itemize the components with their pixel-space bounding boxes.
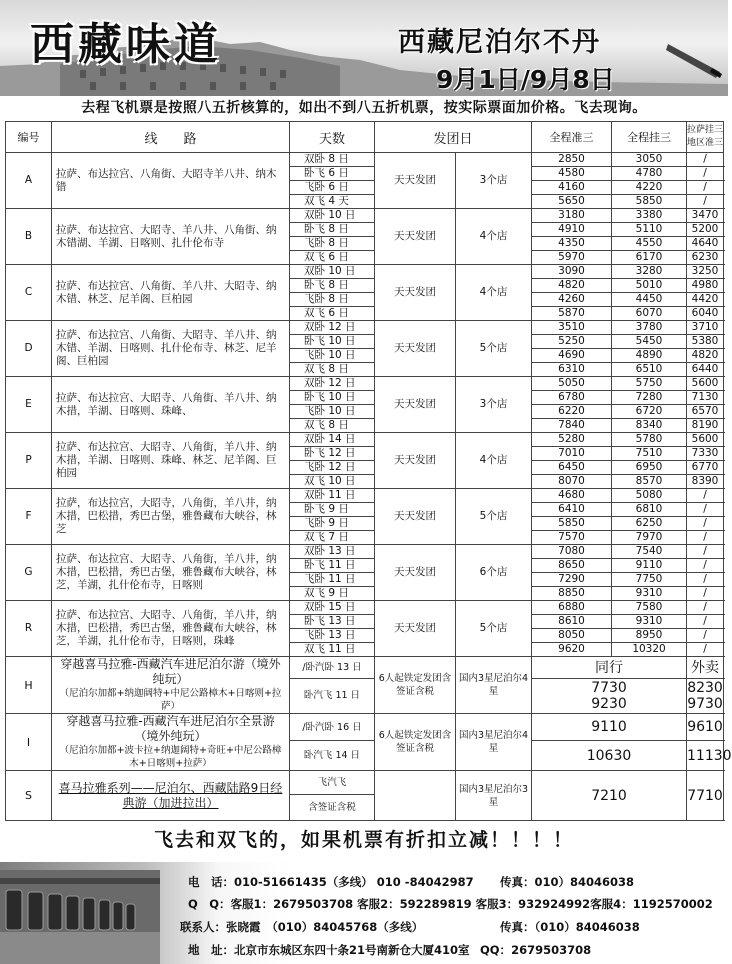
- phone-number[interactable]: 010-51661435（多线） 010 -84042987: [234, 875, 474, 889]
- route-title: 喜马拉雅系列——尼泊尔、西藏陆路9日经典游（加进拉出）: [58, 780, 283, 810]
- price-lhasa-3star: 6230: [687, 251, 724, 265]
- price-standard-3star: 8850: [532, 587, 612, 601]
- table-row: [6, 657, 724, 679]
- price-standard-3star: 5650: [532, 195, 612, 209]
- price-standard-3star: 7080: [532, 545, 612, 559]
- trip-type-days: 飞汽飞: [290, 771, 375, 795]
- price-standard-3star: 4820: [532, 279, 612, 293]
- shop-count: 4个店: [456, 265, 532, 321]
- price-lhasa-3star: /: [687, 545, 724, 559]
- table-row: [6, 377, 724, 391]
- fax2-number: （010）84046038: [534, 920, 640, 934]
- qq-label: Q Q：: [188, 897, 231, 911]
- price-standard-3star: 6410: [532, 503, 612, 517]
- table-row: [6, 714, 724, 741]
- price-standard-3star: 4680: [532, 489, 612, 503]
- shop-count: 5个店: [456, 321, 532, 377]
- price-standard-3star: 7840: [532, 419, 612, 433]
- departure-frequency: 天天发团: [375, 321, 456, 377]
- departure-terms-empty: [375, 771, 456, 821]
- qq-line: [188, 896, 713, 912]
- table-row: [6, 601, 724, 615]
- price-standard-3star: 6310: [532, 363, 612, 377]
- price-retail-b: 11130: [687, 741, 724, 771]
- col-header-id: 编号: [6, 122, 52, 153]
- trip-type-days: 双飞 7 日: [290, 531, 375, 545]
- price-standard-3star: 4910: [532, 223, 612, 237]
- price-standard-3star: 8050: [532, 629, 612, 643]
- price-lhasa-3star: /: [687, 517, 724, 531]
- route-description: [52, 714, 290, 771]
- route-description: 拉萨、布达拉宫、大昭寺、羊八井、八角街、纳木错湖、羊湖、日喀则、扎什伦布寺: [52, 209, 290, 265]
- price-rated-3star: 3380: [612, 209, 687, 223]
- route-description: 拉萨、布达拉宫、八角街、羊八井、大昭寺、纳木错、林芝、尼羊阁、巨柏园: [52, 265, 290, 321]
- address-text: 北京市东城区东四十条21号南新仓大厦410室: [234, 943, 470, 957]
- departure-dates: 9月1日/9月8日: [436, 65, 615, 94]
- price-rated-3star: 9310: [612, 615, 687, 629]
- price-standard-3star: 8610: [532, 615, 612, 629]
- price-standard-3star: 6450: [532, 461, 612, 475]
- qq-main-line: [480, 942, 591, 958]
- price-rated-3star: 3780: [612, 321, 687, 335]
- fax2-line: [500, 919, 640, 935]
- col-header-price-rated3: 全程挂三: [612, 122, 687, 153]
- route-id: H: [6, 657, 52, 714]
- departure-frequency: 天天发团: [375, 377, 456, 433]
- trip-type-days: 双卧 12 日: [290, 321, 375, 335]
- price-lhasa-3star: /: [687, 489, 724, 503]
- table-row: [6, 153, 724, 167]
- trip-type-days: 飞卧 10 日: [290, 405, 375, 419]
- pricing-notice: 去程飞机票是按照八五折核算的，如出不到八五折机票，按实际票面加价格。飞去现询。: [81, 100, 647, 116]
- price-lhasa-3star: /: [687, 629, 724, 643]
- table-row: [6, 209, 724, 223]
- trip-type-days: 飞卧 13 日: [290, 629, 375, 643]
- price-rated-3star: 7750: [612, 573, 687, 587]
- price-lhasa-3star: 6770: [687, 461, 724, 475]
- departure-frequency: 天天发团: [375, 209, 456, 265]
- trip-type-days: 双飞 6 日: [290, 307, 375, 321]
- brand-title: 西藏味道: [30, 19, 222, 70]
- col-header-price-standard3: 全程准三: [532, 122, 612, 153]
- price-standard-3star: 3090: [532, 265, 612, 279]
- label-retail-price: 外卖: [687, 657, 724, 679]
- route-description: [52, 657, 290, 714]
- price-lhasa-3star: 5600: [687, 377, 724, 391]
- fax2-label: 传真：: [500, 920, 535, 934]
- price-trade-stack: [532, 678, 687, 713]
- price-rated-3star: 6070: [612, 307, 687, 321]
- address-line: [188, 942, 470, 958]
- route-id: D: [6, 321, 52, 377]
- price-rated-3star: 5780: [612, 433, 687, 447]
- trip-type-days: 双飞 10 日: [290, 475, 375, 489]
- departure-terms: 6人起铁定发团含签证含税: [375, 714, 456, 771]
- table-row: [6, 545, 724, 559]
- trip-type-days: 双飞 4 天: [290, 195, 375, 209]
- price-retail-b: 9730: [687, 695, 723, 712]
- price-standard-3star: 3180: [532, 209, 612, 223]
- trip-type-days: 卧飞 8 日: [290, 279, 375, 293]
- trip-type-days: 卧飞 11 日: [290, 559, 375, 573]
- route-id: B: [6, 209, 52, 265]
- price-lhasa-3star: /: [687, 587, 724, 601]
- price-standard-3star: 3510: [532, 321, 612, 335]
- price-rated-3star: 5010: [612, 279, 687, 293]
- price-rated-3star: 3280: [612, 265, 687, 279]
- price-trade-b: 9230: [591, 695, 627, 712]
- price-lhasa-3star: /: [687, 167, 724, 181]
- trip-type-days: 双飞 6 日: [290, 251, 375, 265]
- phone-line: [188, 874, 474, 890]
- route-description: 拉萨、布达拉宫、大昭寺、八角街、羊八井、纳木措，羊湖、日喀则、珠峰、: [52, 377, 290, 433]
- table-header-row: [6, 122, 724, 153]
- trip-type-days: /卧汽卧 16 日: [290, 714, 375, 741]
- price-rated-3star: 6250: [612, 517, 687, 531]
- price-trade-b: 10630: [532, 741, 687, 771]
- route-detail: （尼泊尔加都+波卡拉+纳迦阔特+奇旺+中尼公路樟木+日喀则+拉萨）: [59, 745, 282, 769]
- route-id: A: [6, 153, 52, 209]
- price-lhasa-3star: 3250: [687, 265, 724, 279]
- price-rated-3star: 6720: [612, 405, 687, 419]
- price-lhasa-3star: 5600: [687, 433, 724, 447]
- price-lhasa-3star: 3710: [687, 321, 724, 335]
- hotel-standard: 国内3星尼泊尔4星: [456, 714, 532, 771]
- departure-frequency: 天天发团: [375, 601, 456, 657]
- route-description: 拉萨、布达拉宫、八角街、大昭寺羊八井、纳木错: [52, 153, 290, 209]
- price-standard-3star: 5870: [532, 307, 612, 321]
- price-rated-3star: 4450: [612, 293, 687, 307]
- trip-type-days: 双飞 8 日: [290, 363, 375, 377]
- price-lhasa-3star: 6040: [687, 307, 724, 321]
- price-rated-3star: 7580: [612, 601, 687, 615]
- trip-type-days: 双卧 8 日: [290, 153, 375, 167]
- trip-type-days: 飞卧 9 日: [290, 517, 375, 531]
- price-rated-3star: 10320: [612, 643, 687, 657]
- route-id: S: [6, 771, 52, 821]
- price-rated-3star: 9110: [612, 559, 687, 573]
- price-rated-3star: 5850: [612, 195, 687, 209]
- trip-type-days: 卧飞 13 日: [290, 615, 375, 629]
- price-table: [5, 121, 732, 821]
- route-description: [52, 771, 290, 821]
- price-rated-3star: 5110: [612, 223, 687, 237]
- trip-type-days: 飞卧 12 日: [290, 461, 375, 475]
- discount-banner: 飞去和双飞的，如果机票有折扣立减！！！！: [153, 829, 574, 851]
- price-lhasa-3star: 7130: [687, 391, 724, 405]
- price-standard-3star: 5280: [532, 433, 612, 447]
- price-lhasa-3star: /: [687, 503, 724, 517]
- price-standard-3star: 4260: [532, 293, 612, 307]
- col-header-price-lhasa: 拉萨挂三地区准三: [687, 122, 724, 153]
- route-id: I: [6, 714, 52, 771]
- price-retail-a: 8230: [687, 679, 723, 696]
- price-rated-3star: 7970: [612, 531, 687, 545]
- fax-number: 010）84046038: [534, 875, 635, 889]
- fax-line: [500, 874, 634, 890]
- table-row: [6, 265, 724, 279]
- price-retail: 7710: [687, 771, 724, 821]
- route-description: 拉萨，布达拉宫，大昭寺，八角街，羊八井，纳木措，巴松措，秀巴古堡，雅鲁藏布大峡谷，林芝: [52, 489, 290, 545]
- person-name-phone: 张晓霞 （010）84045768（多线）: [226, 920, 424, 934]
- route-id: F: [6, 489, 52, 545]
- price-lhasa-3star: /: [687, 559, 724, 573]
- price-rated-3star: 6950: [612, 461, 687, 475]
- trip-type-days: 飞卧 10 日: [290, 349, 375, 363]
- price-lhasa-3star: 6570: [687, 405, 724, 419]
- price-standard-3star: 5970: [532, 251, 612, 265]
- price-rated-3star: 8950: [612, 629, 687, 643]
- route-detail: （尼泊尔加都+纳迦阔特+中尼公路樟木+日喀则+拉萨）: [59, 688, 282, 712]
- route-description: 拉萨、布达拉宫、八角街、大昭寺、羊八井、纳木错、羊湖、日喀则、扎什伦布寺、林芝、尼羊阁、巨柏园: [52, 321, 290, 377]
- contact-section: [0, 862, 728, 964]
- price-lhasa-3star: 4640: [687, 237, 724, 251]
- trip-type-days: 含签证含税: [290, 795, 375, 821]
- price-rated-3star: 8340: [612, 419, 687, 433]
- price-standard-3star: 8070: [532, 475, 612, 489]
- price-standard-3star: 6780: [532, 391, 612, 405]
- price-lhasa-3star: 4420: [687, 293, 724, 307]
- price-standard-3star: 7010: [532, 447, 612, 461]
- price-lhasa-3star: 5380: [687, 335, 724, 349]
- price-rated-3star: 3050: [612, 153, 687, 167]
- fax-label: 传真：: [500, 875, 535, 889]
- price-lhasa-3star: 4820: [687, 349, 724, 363]
- trip-type-days: 飞卧 11 日: [290, 573, 375, 587]
- route-id: C: [6, 265, 52, 321]
- price-lhasa-3star: /: [687, 531, 724, 545]
- price-rated-3star: 5750: [612, 377, 687, 391]
- shop-count: 6个店: [456, 545, 532, 601]
- trip-type-days: 双卧 10 日: [290, 265, 375, 279]
- trip-type-days: 双飞 9 日: [290, 587, 375, 601]
- trip-type-days: 双卧 15 日: [290, 601, 375, 615]
- trip-type-days: 双卧 13 日: [290, 545, 375, 559]
- price-rated-3star: 4220: [612, 181, 687, 195]
- shop-count: 3个店: [456, 153, 532, 209]
- trip-type-days: 卧飞 12 日: [290, 447, 375, 461]
- label-trade-price: 同行: [532, 657, 687, 679]
- price-lhasa-3star: /: [687, 153, 724, 167]
- price-rated-3star: 6170: [612, 251, 687, 265]
- price-standard-3star: 4160: [532, 181, 612, 195]
- price-standard-3star: 6880: [532, 601, 612, 615]
- departure-frequency: 天天发团: [375, 433, 456, 489]
- shop-count: 5个店: [456, 489, 532, 545]
- contact-person-line: [180, 919, 423, 935]
- hotel-standard: 国内3星尼泊尔4星: [456, 657, 532, 714]
- price-lhasa-3star: /: [687, 181, 724, 195]
- departure-terms: 6人起铁定发团含签证含税: [375, 657, 456, 714]
- price-lhasa-3star: 5200: [687, 223, 724, 237]
- price-standard-3star: 5250: [532, 335, 612, 349]
- shop-count: 4个店: [456, 433, 532, 489]
- trip-type-days: 双卧 14 日: [290, 433, 375, 447]
- route-title: 穿越喜马拉雅-西藏汽车进尼泊尔游（境外纯玩）: [60, 657, 281, 686]
- trip-type-days: 卧飞 10 日: [290, 391, 375, 405]
- price-lhasa-3star: 8390: [687, 475, 724, 489]
- price-rated-3star: 5080: [612, 489, 687, 503]
- price-rated-3star: 7280: [612, 391, 687, 405]
- trip-type-days: /卧汽卧 13 日: [290, 657, 375, 679]
- table-row: [6, 433, 724, 447]
- price-rated-3star: 8570: [612, 475, 687, 489]
- price-trade-a: 9110: [532, 714, 687, 741]
- trip-type-days: 双卧 10 日: [290, 209, 375, 223]
- hotel-standard: 国内3星尼泊尔3星: [456, 771, 532, 821]
- price-lhasa-3star: /: [687, 573, 724, 587]
- departure-frequency: 天天发团: [375, 265, 456, 321]
- trip-type-days: 飞卧 8 日: [290, 293, 375, 307]
- price-lhasa-3star: /: [687, 601, 724, 615]
- brush-pen-icon: [664, 36, 724, 80]
- route-id: P: [6, 433, 52, 489]
- price-lhasa-3star: 7330: [687, 447, 724, 461]
- qq-service-3[interactable]: 客服3：932924992: [475, 897, 591, 911]
- qq-main-number[interactable]: 2679503708: [511, 943, 592, 957]
- price-rated-3star: 7540: [612, 545, 687, 559]
- trip-type-days: 卧汽飞 14 日: [290, 741, 375, 771]
- shop-count: 4个店: [456, 209, 532, 265]
- route-id: G: [6, 545, 52, 601]
- trip-type-days: 双飞 8 日: [290, 419, 375, 433]
- qq-service-1[interactable]: 客服1：2679503708: [230, 897, 354, 911]
- price-standard-3star: 8650: [532, 559, 612, 573]
- person-label: 联系人：: [180, 920, 226, 934]
- trip-type-days: 卧飞 8 日: [290, 223, 375, 237]
- header-banner: [0, 0, 728, 96]
- trip-type-days: 飞卧 8 日: [290, 237, 375, 251]
- price-standard-3star: 4580: [532, 167, 612, 181]
- price-lhasa-3star: 6440: [687, 363, 724, 377]
- price-standard-3star: 2850: [532, 153, 612, 167]
- price-rated-3star: 4550: [612, 237, 687, 251]
- route-id: R: [6, 601, 52, 657]
- departure-frequency: 天天发团: [375, 545, 456, 601]
- trip-type-days: 卧飞 10 日: [290, 335, 375, 349]
- trip-type-days: 双卧 12 日: [290, 377, 375, 391]
- price-rated-3star: 5450: [612, 335, 687, 349]
- price-rated-3star: 4890: [612, 349, 687, 363]
- price-rated-3star: 4780: [612, 167, 687, 181]
- qq-service-4[interactable]: 客服4：1192570002: [590, 897, 713, 911]
- price-standard-3star: 4350: [532, 237, 612, 251]
- trip-type-days: 卧汽飞 11 日: [290, 678, 375, 713]
- price-lhasa-3star: /: [687, 615, 724, 629]
- shop-count: 5个店: [456, 601, 532, 657]
- table-row: [6, 771, 724, 795]
- qq-main-label: QQ：: [480, 943, 512, 957]
- price-retail-a: 9610: [687, 714, 724, 741]
- departure-frequency: 天天发团: [375, 153, 456, 209]
- price-standard-3star: 5050: [532, 377, 612, 391]
- prayer-wheels-image: [0, 870, 160, 964]
- price-rated-3star: 6810: [612, 503, 687, 517]
- shop-count: 3个店: [456, 377, 532, 433]
- price-rated-3star: 7510: [612, 447, 687, 461]
- phone-label: 电 话：: [188, 875, 234, 889]
- trip-type-days: 双卧 11 日: [290, 489, 375, 503]
- trip-type-days: 卧飞 6 日: [290, 167, 375, 181]
- price-standard-3star: 7290: [532, 573, 612, 587]
- col-header-route: 线 路: [52, 122, 290, 153]
- price-lhasa-3star: /: [687, 643, 724, 657]
- trip-type-days: 卧飞 9 日: [290, 503, 375, 517]
- price-lhasa-3star: 8190: [687, 419, 724, 433]
- price-standard-3star: 7570: [532, 531, 612, 545]
- route-id: E: [6, 377, 52, 433]
- price-lhasa-3star: /: [687, 195, 724, 209]
- price-standard-3star: 9620: [532, 643, 612, 657]
- qq-service-2[interactable]: 客服2：592289819: [357, 897, 472, 911]
- route-description: 拉萨、布达拉宫、大昭寺、八角街，羊八井，纳木措，巴松措，秀巴古堡，雅鲁藏布大峡谷，林芝，羊湖，扎什伦布寺，日喀则，珠峰: [52, 601, 290, 657]
- table-row: [6, 489, 724, 503]
- price-lhasa-3star: 4980: [687, 279, 724, 293]
- table-row: [6, 321, 724, 335]
- trip-type-days: 双飞 11 日: [290, 643, 375, 657]
- col-header-days: 天数: [290, 122, 375, 153]
- col-header-depart: 发团日: [375, 122, 532, 153]
- price-trade-a: 7730: [591, 679, 627, 696]
- price-standard-3star: 4690: [532, 349, 612, 363]
- price-rated-3star: 6510: [612, 363, 687, 377]
- address-label: 地 址：: [188, 943, 234, 957]
- departure-frequency: 天天发团: [375, 489, 456, 545]
- route-description: 拉萨、布达拉宫、大昭寺、八角街，羊八井，纳木措，巴松措，秀巴古堡，雅鲁藏布大峡谷，林芝，羊湖，扎什伦布寺，日喀则: [52, 545, 290, 601]
- route-title: 穿越喜马拉雅-西藏汽车进尼泊尔全景游（境外纯玩）: [66, 714, 275, 743]
- price-rated-3star: 9310: [612, 587, 687, 601]
- price-standard-3star: 5850: [532, 517, 612, 531]
- route-description: 拉萨、布达拉宫、大昭寺、八角街，羊八井、纳木措，羊湖、日喀则、珠峰、林芝、尼羊阁、巨柏园: [52, 433, 290, 489]
- price-standard-3star: 6220: [532, 405, 612, 419]
- price-lhasa-3star: 3470: [687, 209, 724, 223]
- price-trade: 7210: [532, 771, 687, 821]
- price-retail-stack: [687, 678, 724, 713]
- trip-type-days: 飞卧 6 日: [290, 181, 375, 195]
- destinations-tagline: 西藏尼泊尔不丹: [398, 27, 601, 58]
